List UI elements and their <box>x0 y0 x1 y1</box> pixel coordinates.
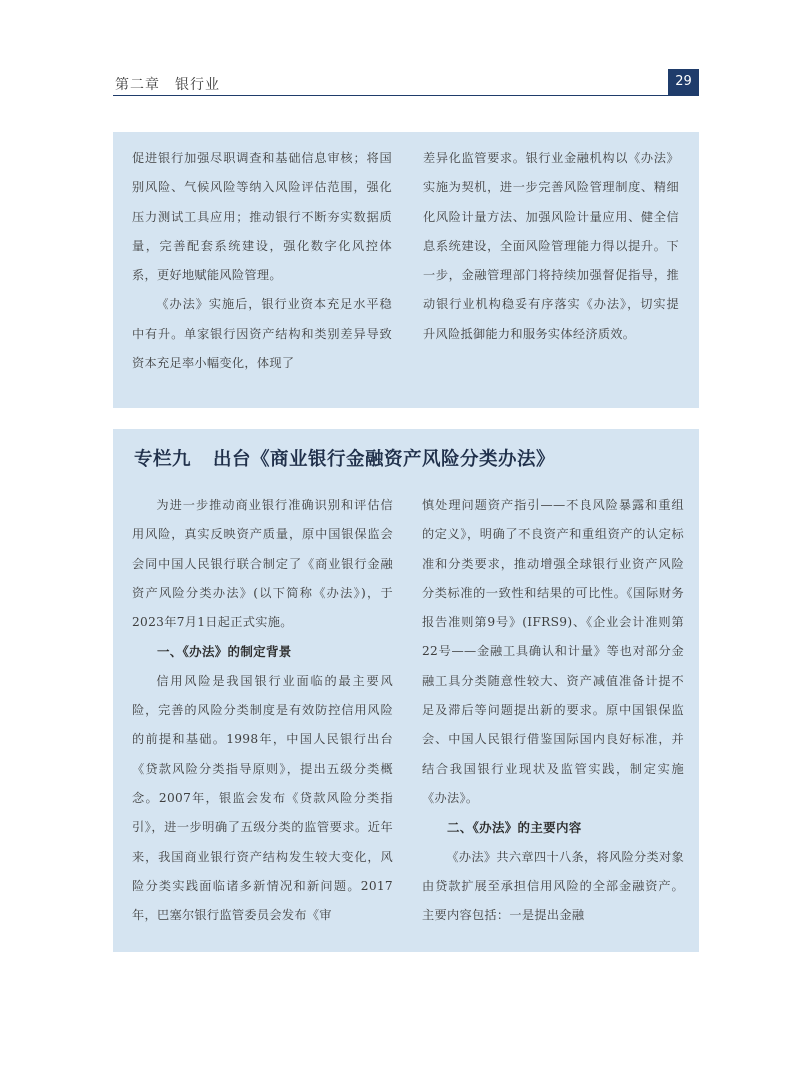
box-label: 专栏九 <box>134 449 192 470</box>
section-heading: 二、《办法》的主要内容 <box>447 820 582 836</box>
paragraph: 差异化监管要求。银行业金融机构以《办法》实施为契机，进一步完善风险管理制度、精细化风险计量方法、加强风险计量应用、健全信息系统建设，全面风险管理能力得以提升。下一步，金融管理部门将持续加强督促指导，推动银行业机构稳妥有序落实《办法》，切实提升风险抵御能力和服务实体经济质效。 <box>423 151 679 341</box>
box2-right-column <box>422 491 684 930</box>
paragraph: 促进银行加强尽职调查和基础信息审核；将国别风险、气候风险等纳入风险评估范围，强化压力测试工具应用；推动银行不断夯实数据质量，完善配套系统建设，强化数字化风控体系，更好地赋能风险管理。 <box>132 151 392 283</box>
column-nine-box <box>113 429 699 952</box>
section-heading: 一、《办法》的制定背景 <box>157 644 292 660</box>
paragraph: 为进一步推动商业银行准确识别和评估信用风险，真实反映资产质量，原中国银保监会会同中国人民银行联合制定了《商业银行金融资产风险分类办法》(以下简称《办法》)，于2023年7月1日起正式实施。 <box>132 498 393 630</box>
page-number: 29 <box>668 69 699 95</box>
paragraph: 信用风险是我国银行业面临的最主要风险，完善的风险分类制度是有效防控信用风险的前提和基础。1998年，中国人民银行出台《贷款风险分类指导原则》，提出五级分类概念。2007年，银监会发布《贷款风险分类指引》，进一步明确了五级分类的监管要求。近年来，我国商业银行资产结构发生较大变化，风险分类实践面临诸多新情况和新问题。2017年，巴塞尔银行监管委员会发布《审 <box>132 673 393 923</box>
paragraph: 《办法》共六章四十八条，将风险分类对象由贷款扩展至承担信用风险的全部金融资产。主要内容包括：一是提出金融 <box>422 849 684 923</box>
box-title <box>134 445 555 471</box>
box1-right-column <box>423 144 679 349</box>
box1-left-column <box>132 144 392 378</box>
box2-left-column <box>132 491 393 930</box>
chapter-title: 第二章 银行业 <box>115 77 220 93</box>
header-divider <box>113 95 699 96</box>
paragraph: 慎处理问题资产指引——不良风险暴露和重组的定义》，明确了不良资产和重组资产的认定标准和分类要求，推动增强全球银行业资产风险分类标准的一致性和结果的可比性。《国际财务报告准则第9号》(IFRS9)、《企业会计准则第22号——金融工具确认和计量》等也对部分金融工具分类随意性较大、资产减值准备计提不足及滞后等问题提出新的要求。原中国银保监会、中国人民银行借鉴国际国内良好标准，并结合我国银行业现状及监管实践，制定实施《办法》。 <box>422 498 684 805</box>
paragraph: 《办法》实施后，银行业资本充足水平稳中有升。单家银行因资产结构和类别差异导致资本充足率小幅变化，体现了 <box>132 297 392 371</box>
box-title-text: 出台《商业银行金融资产风险分类办法》 <box>213 449 556 470</box>
continued-text-box <box>113 132 699 408</box>
